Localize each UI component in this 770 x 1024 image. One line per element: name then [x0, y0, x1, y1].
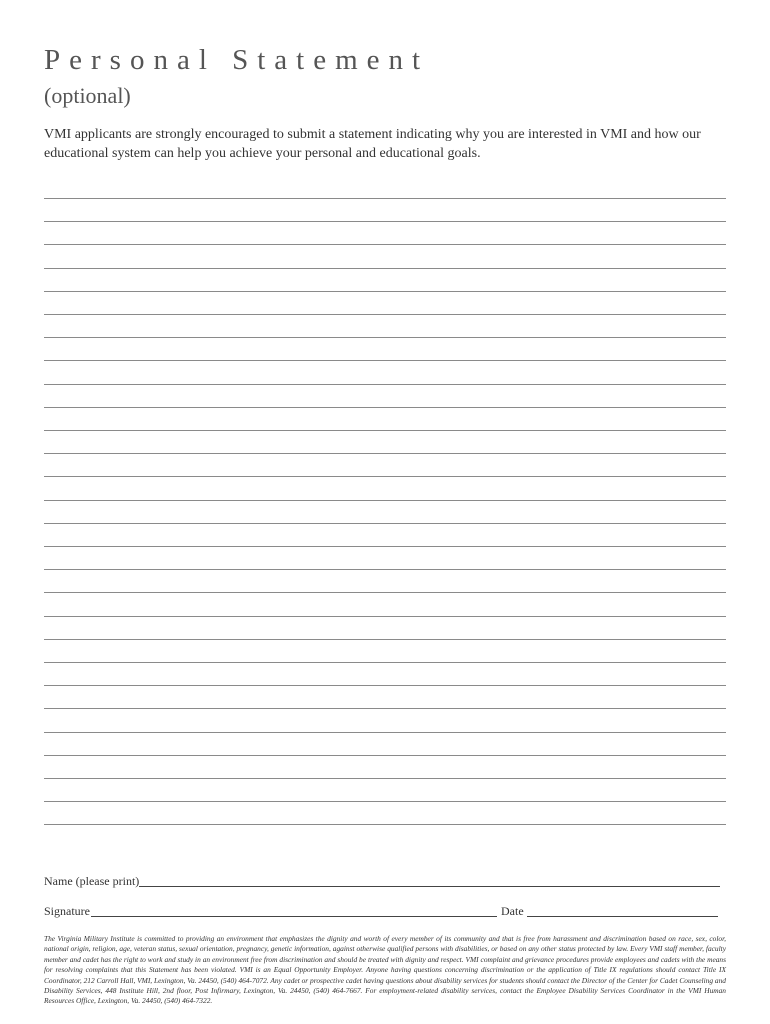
statement-line[interactable] — [44, 569, 726, 570]
statement-line[interactable] — [44, 523, 726, 524]
statement-line[interactable] — [44, 198, 726, 199]
statement-line[interactable] — [44, 500, 726, 501]
statement-line[interactable] — [44, 337, 726, 338]
statement-line[interactable] — [44, 453, 726, 454]
signature-field-row — [44, 904, 90, 919]
statement-line[interactable] — [44, 430, 726, 431]
statement-line[interactable] — [44, 639, 726, 640]
page-title: Personal Statement — [44, 44, 430, 76]
statement-line[interactable] — [44, 685, 726, 686]
nondiscrimination-disclaimer: The Virginia Military Institute is committed to providing an environment that emphasizes the dignity and worth of every member of its community and that is free from harassment and discrimination based on race, sex, color, national origin, religion, age, veteran status, sexual orientation, pregnancy, genetic information, against otherwise qualified persons with disabilities, or based on any other status protected by law. Every VMI staff member, faculty member and cadet has the right to work and study in an environment free from discrimination and should be treated with dignity and respect. VMI complaint and grievance procedures provide employees and cadets with the means for resolving complaints that this Statement has been violated. VMI is an Equal Opportunity Employer. Anyone having questions concerning discrimination or the application of Title IX regulations should contact Title IX Coordinator, 212 Carroll Hall, VMI, Lexington, Va. 24450, (540) 464-7072. Any cadet or prospective cadet having questions about disability services for students should contact the Director of the Center for Cadet Counseling and Disability Services, 448 Institute Hill, 2nd floor, Post Infirmary, Lexington, Va. 24450, (540) 464-7667. For employment-related disability services, contact the Employee Disability Services Coordinator in the VMI Human Resources Office, Lexington, Va. 24450, (540) 464-7322. — [44, 934, 726, 1006]
statement-line[interactable] — [44, 616, 726, 617]
statement-line[interactable] — [44, 824, 726, 825]
statement-line[interactable] — [44, 407, 726, 408]
statement-line[interactable] — [44, 268, 726, 269]
statement-line[interactable] — [44, 314, 726, 315]
statement-line[interactable] — [44, 291, 726, 292]
statement-line[interactable] — [44, 801, 726, 802]
statement-line[interactable] — [44, 360, 726, 361]
statement-line[interactable] — [44, 221, 726, 222]
intro-paragraph: VMI applicants are strongly encouraged to submit a statement indicating why you are interested in VMI and how our educational system can help you achieve your personal and educational goals. — [44, 127, 701, 161]
statement-line[interactable] — [44, 476, 726, 477]
statement-line[interactable] — [44, 244, 726, 245]
name-field-row — [44, 874, 139, 889]
statement-line[interactable] — [44, 755, 726, 756]
page-subtitle: (optional) — [44, 83, 131, 108]
statement-line[interactable] — [44, 662, 726, 663]
statement-line[interactable] — [44, 778, 726, 779]
statement-writing-area[interactable] — [44, 0, 726, 1024]
date-field-row — [501, 904, 524, 919]
date-field-label: Date — [501, 904, 524, 918]
statement-line[interactable] — [44, 732, 726, 733]
name-field-label: Name (please print) — [44, 874, 140, 888]
statement-line[interactable] — [44, 708, 726, 709]
signature-field-line[interactable] — [91, 916, 497, 917]
signature-field-label: Signature — [44, 904, 90, 918]
statement-line[interactable] — [44, 384, 726, 385]
statement-line[interactable] — [44, 546, 726, 547]
date-field-line[interactable] — [527, 916, 718, 917]
name-field-line[interactable] — [139, 886, 720, 887]
statement-line[interactable] — [44, 592, 726, 593]
